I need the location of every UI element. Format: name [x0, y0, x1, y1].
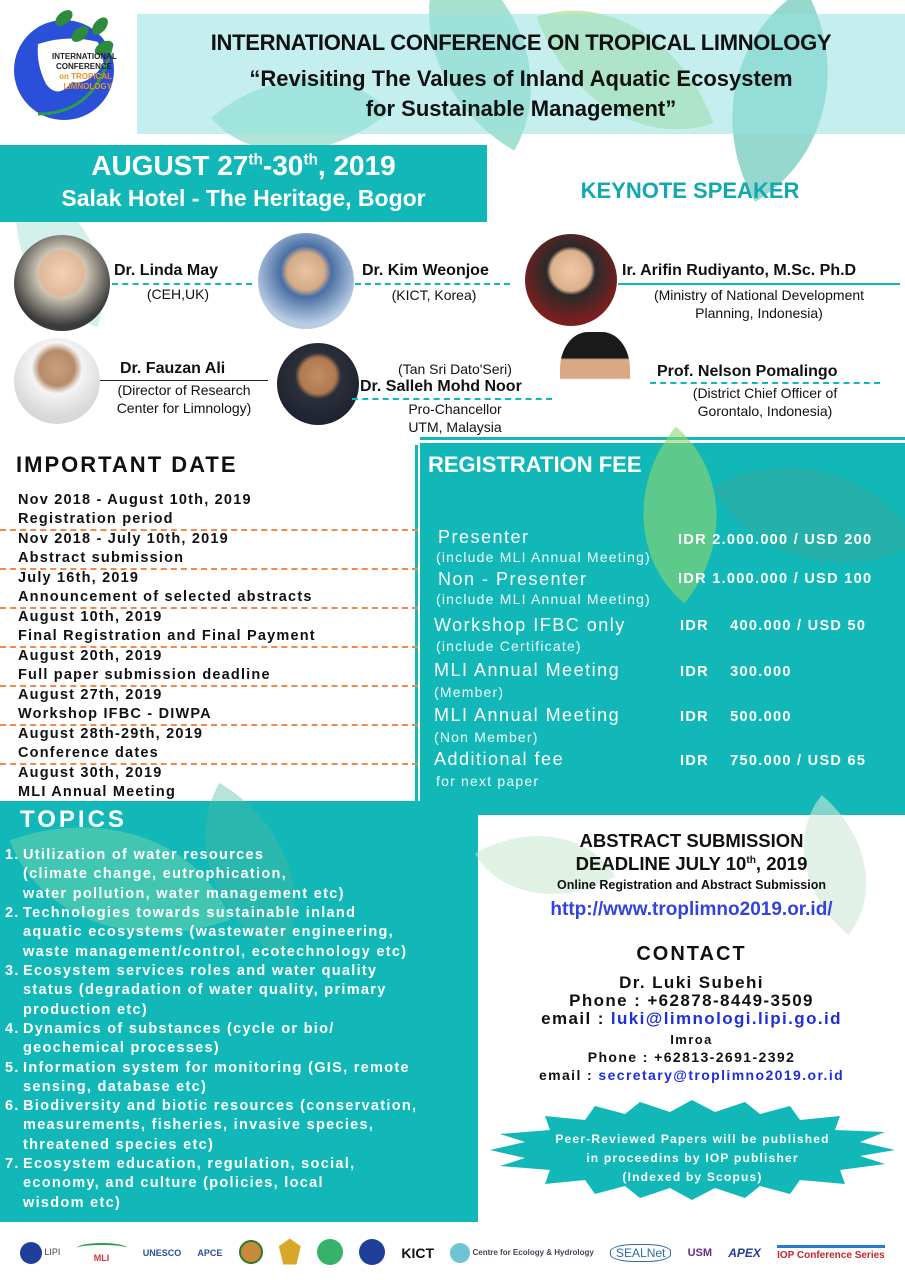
- affiliation-line: (District Chief Officer of: [692, 385, 838, 401]
- abstract-deadline-line: DEADLINE JULY 10th, 2019: [575, 853, 808, 874]
- topic-number: 6.: [5, 1098, 20, 1114]
- fee-label: MLI Annual Meeting: [434, 705, 621, 725]
- conference-logo: [8, 4, 126, 124]
- fee-sublabel: (include MLI Annual Meeting): [436, 549, 651, 565]
- speaker-name: Ir. Arifin Rudiyanto, M.Sc. Ph.D: [622, 262, 857, 279]
- topic-number: 5.: [5, 1060, 20, 1076]
- mli-logo-icon: MLI: [77, 1243, 127, 1263]
- notice-line: (Indexed by Scopus): [622, 1170, 763, 1184]
- date-value: July 16th, 2019: [18, 570, 140, 586]
- fee-sublabel: (include MLI Annual Meeting): [436, 591, 651, 607]
- fee-sublabel: (Non Member): [434, 729, 539, 745]
- date-value: August 27th, 2019: [18, 687, 163, 703]
- fee-sublabel: (include Certificate): [436, 638, 582, 654]
- ceh-logo-icon: Centre for Ecology & Hydrology: [450, 1243, 594, 1263]
- sponsor-logos: [0, 1225, 905, 1280]
- topic-number: 2.: [5, 905, 20, 921]
- date-value: Nov 2018 - July 10th, 2019: [18, 531, 229, 547]
- date-value: August 30th, 2019: [18, 765, 163, 781]
- topic-item: 3. Ecosystem services roles and water quality status (degradation of water quality, primary production etc): [5, 963, 387, 1018]
- date-value: August 28th-29th, 2019: [18, 726, 204, 742]
- contact-heading: CONTACT: [636, 943, 747, 965]
- affiliation-line: Gorontalo, Indonesia): [697, 403, 833, 419]
- speaker-name: Prof. Nelson Pomalingo: [657, 363, 838, 380]
- apex-logo-icon: APEX: [728, 1245, 761, 1260]
- date-item: [18, 647, 416, 685]
- contact-email: email : luki@limnologi.lipi.go.id: [541, 1009, 842, 1028]
- fee-label: Non - Presenter: [438, 569, 588, 589]
- ilec-logo-icon: [359, 1239, 385, 1267]
- contact-name: Imroa: [670, 1032, 713, 1047]
- topic-item: 5. Information system for monitoring (GIS, remote sensing, database etc): [5, 1060, 410, 1096]
- fee-price: IDR 2.000.000 / USD 200: [678, 532, 873, 548]
- online-registration-text: Online Registration and Abstract Submission: [556, 878, 827, 892]
- fee-label: Workshop IFBC only: [434, 615, 626, 635]
- affiliation-line: Planning, Indonesia): [695, 305, 823, 321]
- date-value: August 20th, 2019: [18, 648, 163, 664]
- fee-price: IDR 400.000 / USD 50: [680, 618, 867, 634]
- speaker-underline: [355, 283, 510, 285]
- conference-theme: [137, 64, 905, 124]
- fee-label: Presenter: [438, 527, 530, 547]
- topic-number: 3.: [5, 963, 20, 979]
- date-value: August 10th, 2019: [18, 609, 163, 625]
- fee-price: IDR 750.000 / USD 65: [680, 753, 867, 769]
- registration-fee-heading: REGISTRATION FEE: [428, 452, 642, 477]
- speaker-affiliation: (CEH,UK): [146, 286, 210, 302]
- divider-line: [420, 437, 905, 440]
- speaker-affiliation: [618, 286, 900, 322]
- event-venue: Salak Hotel - The Heritage, Bogor: [61, 185, 426, 211]
- logo-text: CONFERENCE: [55, 62, 112, 71]
- fee-label: MLI Annual Meeting: [434, 660, 621, 680]
- speaker-photo: [14, 235, 110, 331]
- date-label: Abstract submission: [18, 550, 185, 566]
- important-dates-heading: IMPORTANT DATE: [16, 452, 238, 477]
- date-item: [18, 530, 416, 568]
- topic-number: 7.: [5, 1156, 20, 1172]
- fee-sublabel: (Member): [434, 684, 505, 700]
- affiliation-line: (Director of Research: [117, 382, 251, 398]
- speaker-name: Dr. Kim Weonjoe: [362, 262, 489, 279]
- theme-line-1: “Revisiting The Values of Inland Aquatic Ecosystem: [249, 66, 793, 91]
- date-label: Workshop IFBC - DIWPA: [18, 706, 212, 722]
- date-item: [18, 491, 416, 529]
- website-link[interactable]: http://www.troplimno2019.or.id/: [550, 899, 833, 920]
- date-label: Full paper submission deadline: [18, 667, 271, 683]
- topic-item: 4. Dynamics of substances (cycle or bio/ geochemical processes): [5, 1021, 335, 1057]
- abstract-title-line: ABSTRACT SUBMISSION: [579, 830, 804, 851]
- affiliation-line: (Ministry of National Development: [653, 287, 865, 303]
- topic-item: 2. Technologies towards sustainable inland aquatic ecosystems (wastewater engineering, waste management/control, ecotechnology etc): [5, 905, 408, 960]
- apce-logo-icon: APCE: [197, 1247, 223, 1258]
- fee-price: IDR 1.000.000 / USD 100: [678, 571, 873, 587]
- conference-title: INTERNATIONAL CONFERENCE ON TROPICAL LIMNOLOGY: [210, 30, 832, 55]
- speaker-affiliation: [650, 384, 880, 420]
- speaker-title-prefix: (Tan Sri Dato'Seri): [398, 361, 512, 377]
- speaker-name: Dr. Salleh Mohd Noor: [360, 378, 522, 395]
- keynote-heading: KEYNOTE SPEAKER: [580, 178, 800, 203]
- date-item: [18, 725, 416, 763]
- date-item: [18, 569, 416, 607]
- date-label: Conference dates: [18, 745, 159, 761]
- fee-price: IDR 300.000: [680, 664, 792, 680]
- topic-item: 1. Utilization of water resources (climate change, eutrophication, water pollution, water management etc): [5, 847, 345, 902]
- notice-line: Peer-Reviewed Papers will be published: [555, 1132, 830, 1146]
- garuda-logo-icon: [279, 1239, 301, 1267]
- speaker-underline: [618, 283, 900, 285]
- notice-line: in proceedins by IOP publisher: [586, 1151, 799, 1165]
- topics-heading: TOPICS: [20, 806, 127, 833]
- date-label: Registration period: [18, 511, 174, 527]
- speaker-photo: [277, 343, 359, 425]
- iop-logo-icon: IOP Conference Series: [777, 1245, 885, 1261]
- speaker-photo: [525, 234, 617, 326]
- klhk-logo-icon: [239, 1240, 263, 1266]
- event-date: AUGUST 27th-30th, 2019: [91, 150, 396, 181]
- sealnet-logo-icon: SEALNet: [610, 1246, 671, 1260]
- topic-number: 4.: [5, 1021, 20, 1037]
- lipi-logo-icon: LIPI: [20, 1242, 60, 1264]
- date-label: Announcement of selected abstracts: [18, 589, 313, 605]
- speaker-affiliation: [100, 381, 268, 417]
- fee-sublabel: for next paper: [436, 773, 540, 789]
- speaker-photo: [14, 338, 100, 424]
- speaker-photo: [560, 332, 630, 424]
- email-link[interactable]: secretary@troplimno2019.or.id: [598, 1067, 845, 1083]
- theme-line-2: for Sustainable Management”: [365, 96, 677, 121]
- affiliation-line: Center for Limnology): [116, 400, 252, 416]
- date-item: [18, 686, 416, 724]
- publication-notice: [500, 1130, 885, 1187]
- email-link[interactable]: luki@limnologi.lipi.go.id: [610, 1009, 842, 1028]
- affiliation-line: Pro-Chancellor: [408, 401, 502, 417]
- usm-logo-icon: USM: [687, 1246, 713, 1259]
- speaker-affiliation: (KICT, Korea): [391, 287, 477, 303]
- fee-label: Additional fee: [434, 749, 565, 769]
- date-value: Nov 2018 - August 10th, 2019: [18, 492, 252, 508]
- date-item: [18, 608, 416, 646]
- contact-phone: Phone : +62878-8449-3509: [569, 991, 814, 1010]
- unesco-logo-icon: UNESCO: [142, 1247, 182, 1258]
- affiliation-line: UTM, Malaysia: [408, 419, 502, 435]
- logo-text: LIMNOLOGY: [63, 82, 112, 91]
- topic-item: 6. Biodiversity and biotic resources (conservation, measurements, fisheries, invasive species, threatened species etc): [5, 1098, 418, 1153]
- speaker-name: Dr. Linda May: [114, 262, 219, 279]
- date-label: Final Registration and Final Payment: [18, 628, 316, 644]
- logo-text: on TROPICAL: [59, 72, 112, 81]
- date-label: MLI Annual Meeting: [18, 784, 176, 800]
- topic-item: 7. Ecosystem education, regulation, social, economy, and culture (policies, local wisdom etc): [5, 1156, 356, 1211]
- speaker-name: Dr. Fauzan Ali: [120, 360, 226, 377]
- abstract-deadline-heading: [478, 829, 905, 875]
- contact-email: email : secretary@troplimno2019.or.id: [538, 1067, 845, 1083]
- contact-name: Dr. Luki Subehi: [619, 973, 764, 992]
- contact-phone: Phone : +62813-2691-2392: [587, 1049, 796, 1065]
- logo-text: INTERNATIONAL: [52, 52, 117, 61]
- diwpa-logo-icon: [317, 1239, 343, 1267]
- fee-price: IDR 500.000: [680, 709, 792, 725]
- kict-logo-icon: KICT: [401, 1244, 435, 1261]
- topic-number: 1.: [5, 847, 20, 863]
- speaker-photo: [258, 233, 354, 329]
- speaker-affiliation: [355, 400, 555, 436]
